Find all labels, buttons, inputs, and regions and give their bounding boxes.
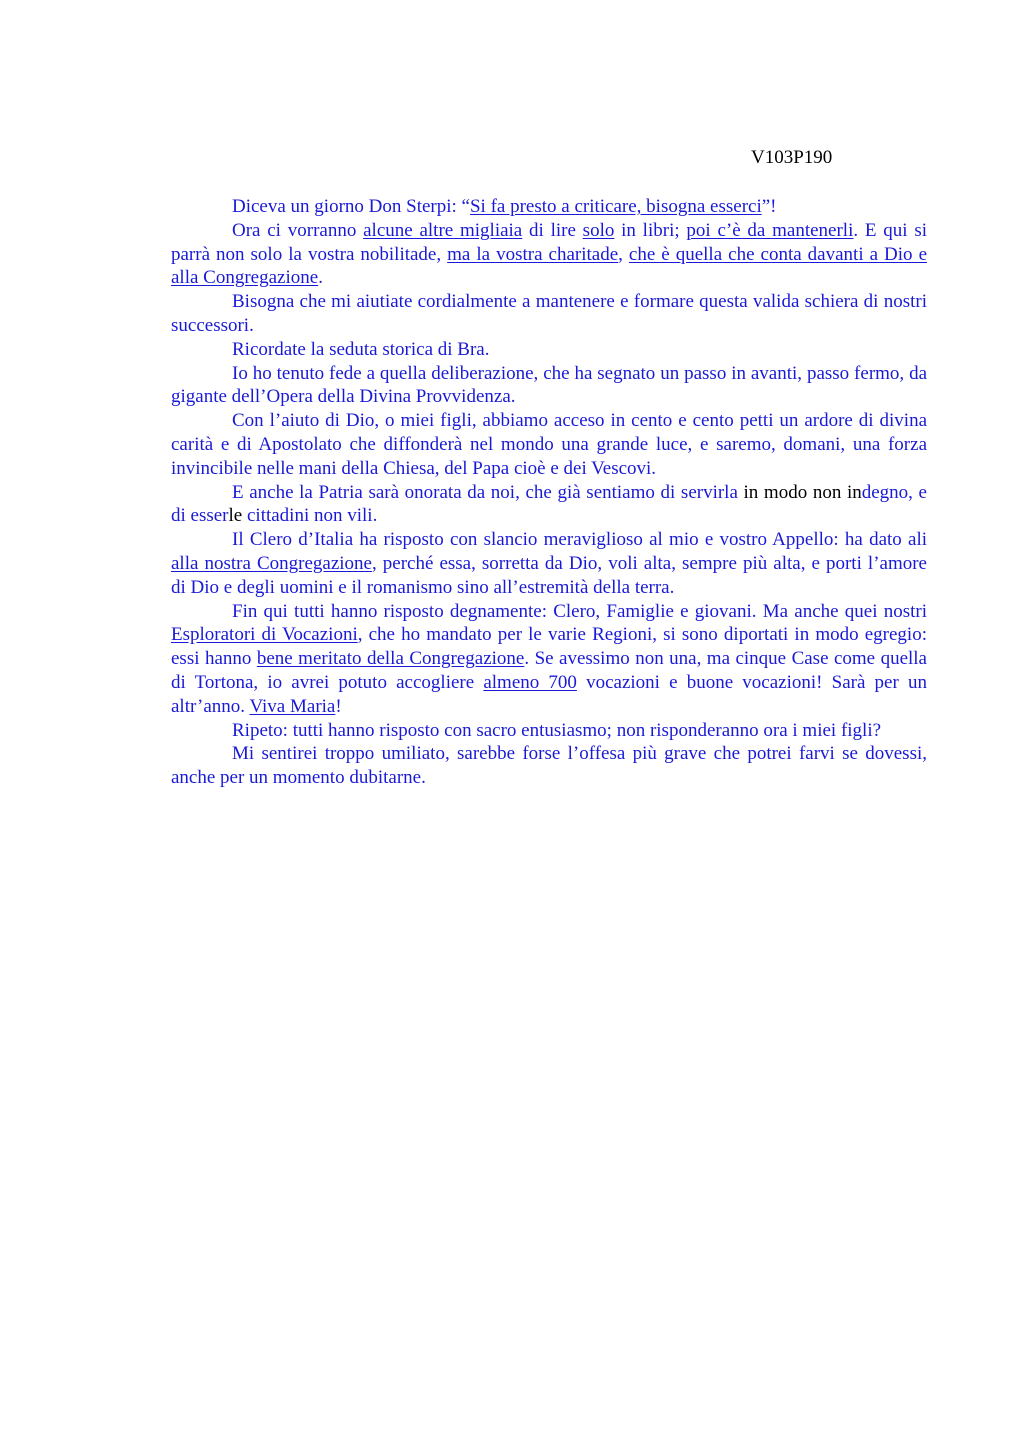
text-segment: Io ho tenuto fede a quella deliberazione, che ha segnato un passo in avanti, passo fermo, da gigante dell’Opera della Divina Provvidenza. — [171, 362, 927, 408]
paragraph — [171, 481, 927, 529]
underlined-phrase: ma la vostra charitade — [447, 243, 619, 265]
paragraph — [171, 290, 927, 338]
underlined-phrase: almeno 700 — [483, 671, 577, 693]
text-segment: Fin qui tutti hanno risposto degnamente: Clero, Famiglie e giovani. Ma anche quei nostri — [232, 600, 927, 622]
text-segment: Mi sentirei troppo umiliato, sarebbe forse l’offesa più grave che potrei farvi se dovessi, anche per un momento dubitarne. — [171, 743, 927, 789]
text-segment: Ripeto: tutti hanno risposto con sacro entusiasmo; non risponderanno ora i miei figli? — [232, 719, 882, 741]
underlined-phrase: bene meritato della Congregazione — [256, 648, 525, 670]
text-segment: Ricordate la seduta storica di Bra. — [232, 338, 490, 360]
text-segment: E anche la Patria sarà onorata da noi, che già sentiamo di servirla — [232, 481, 744, 503]
text-segment: vocazioni e buone vocazioni! Sarà per un altr’anno. — [171, 671, 927, 717]
text-segment: Diceva un giorno Don Sterpi: “ — [232, 196, 470, 217]
underlined-phrase: poi c’è da mantenerli — [686, 219, 854, 241]
paragraph — [171, 719, 927, 743]
black-text-segment: in modo non in — [743, 481, 862, 503]
paragraph — [171, 409, 927, 480]
underlined-phrase: alcune altre migliaia — [363, 219, 523, 241]
black-text-segment: le — [228, 505, 243, 527]
text-segment: degno, e di esser — [171, 481, 927, 527]
underlined-phrase: che è quella che conta davanti a Dio e alla Congregazione — [171, 243, 928, 289]
text-segment: ! — [335, 695, 342, 717]
paragraph — [171, 195, 927, 219]
text-segment: Con l’aiuto di Dio, o miei figli, abbiamo acceso in cento e cento petti un ardore di divina carità e di Apostolato che diffonderà nel mondo una grande luce, e saremo, domani, una forza invincibile nelle mani della Chiesa, del Papa cioè e dei Vescovi. — [171, 410, 927, 479]
text-segment: . E qui si parrà non solo la vostra nobilitade, — [171, 219, 927, 265]
paragraph — [171, 219, 927, 290]
text-segment: ”! — [761, 196, 777, 217]
underlined-phrase: Esploratori di Vocazioni — [171, 624, 358, 646]
text-segment: . — [318, 267, 323, 289]
text-segment: , che ho mandato per le varie Regioni, si sono diportati in modo egregio: essi hanno — [171, 624, 927, 670]
underlined-phrase: Viva Maria — [249, 695, 336, 717]
underlined-phrase: Si fa presto a criticare, bisogna esserci — [469, 196, 762, 217]
text-segment: cittadini non vili. — [242, 505, 378, 527]
text-segment: Il Clero d’Italia ha risposto con slancio meraviglioso al mio e vostro Appello: ha dato ali — [232, 529, 927, 551]
page-reference-code: V103P190 — [751, 147, 833, 168]
text-segment: Ora ci vorranno — [232, 219, 364, 241]
underlined-phrase: solo — [582, 219, 615, 241]
text-segment: di lire — [522, 219, 583, 241]
text-segment: . Se avessimo non una, ma cinque Case come quella di Tortona, io avrei potuto accogliere — [171, 648, 927, 693]
text-segment: Bisogna che mi aiutiate cordialmente a mantenere e formare questa valida schiera di nostri successori. — [171, 291, 927, 336]
text-segment: , perché essa, sorretta da Dio, voli alta, sempre più alta, e porti l’amore di Dio e degli uomini e il romanismo sino all’estremità della terra. — [171, 552, 927, 598]
letter-body — [171, 195, 927, 790]
paragraph — [171, 600, 927, 719]
paragraph — [171, 742, 927, 790]
text-segment: , — [618, 243, 629, 265]
underlined-phrase: alla nostra Congregazione — [171, 552, 372, 574]
paragraph — [171, 338, 927, 362]
text-segment: in libri; — [614, 219, 687, 241]
paragraph — [171, 528, 927, 599]
paragraph — [171, 362, 927, 410]
